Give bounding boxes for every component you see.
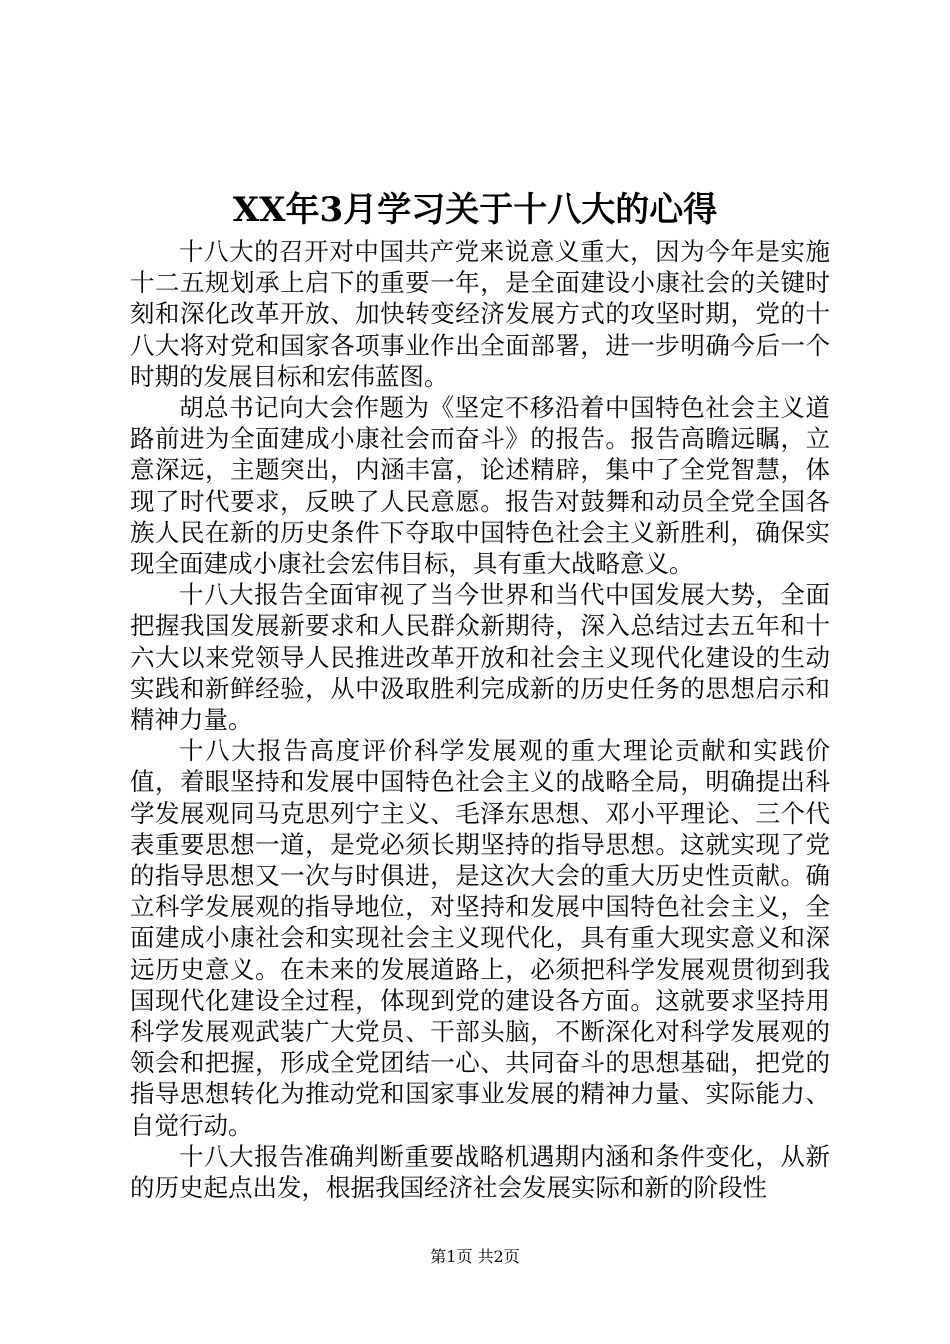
paragraph: 十八大报告全面审视了当今世界和当代中国发展大势，全面把握我国发展新要求和人民群众新期待，深入总结过去五年和十六大以来党领导人民推进改革开放和社会主义现代化建设的生动实践和新鲜经验，从中汲取胜利完成新的历史任务的思想启示和精神力量。 [130,580,830,735]
paragraph: 十八大的召开对中国共产党来说意义重大，因为今年是实施十二五规划承上启下的重要一年，是全面建设小康社会的关键时刻和深化改革开放、加快转变经济发展方式的攻坚时期，党的十八大将对党和国家各项事业作出全面部署，进一步明确今后一个时期的发展目标和宏伟蓝图。 [130,237,830,391]
paragraph: 胡总书记向大会作题为《坚定不移沿着中国特色社会主义道路前进为全面建成小康社会而奋斗》的报告。报告高瞻远瞩，立意深远，主题突出，内涵丰富，论述精辟，集中了全党智慧，体现了时代要求，反映了人民意愿。报告对鼓舞和动员全党全国各族人民在新的历史条件下夺取中国特色社会主义新胜利，确保实现全面建成小康社会宏伟目标，具有重大战略意义。 [130,393,830,579]
document-body [130,236,830,1203]
page-number-footer: 第1页 共2页 [430,1247,520,1266]
paragraph: 十八大报告准确判断重要战略机遇期内涵和条件变化，从新的历史起点出发，根据我国经济社会发展实际和新的阶段性 [130,1141,830,1203]
document-title: XX年3月学习关于十八大的心得 [232,190,718,230]
paragraph: 十八大报告高度评价科学发展观的重大理论贡献和实践价值，着眼坚持和发展中国特色社会主义的战略全局，明确提出科学发展观同马克思列宁主义、毛泽东思想、邓小平理论、三个代表重要思想一道，是党必须长期坚持的指导思想。这就实现了党的指导思想又一次与时俱进，是这次大会的重大历史性贡献。确立科学发展观的指导地位，对坚持和发展中国特色社会主义，全面建成小康社会和实现社会主义现代化，具有重大现实意义和深远历史意义。在未来的发展道路上，必须把科学发展观贯彻到我国现代化建设全过程，体现到党的建设各方面。这就要求坚持用科学发展观武装广大党员、干部头脑，不断深化对科学发展观的领会和把握，形成全党团结一心、共同奋斗的思想基础，把党的指导思想转化为推动党和国家事业发展的精神力量、实际能力、自觉行动。 [130,736,830,1140]
